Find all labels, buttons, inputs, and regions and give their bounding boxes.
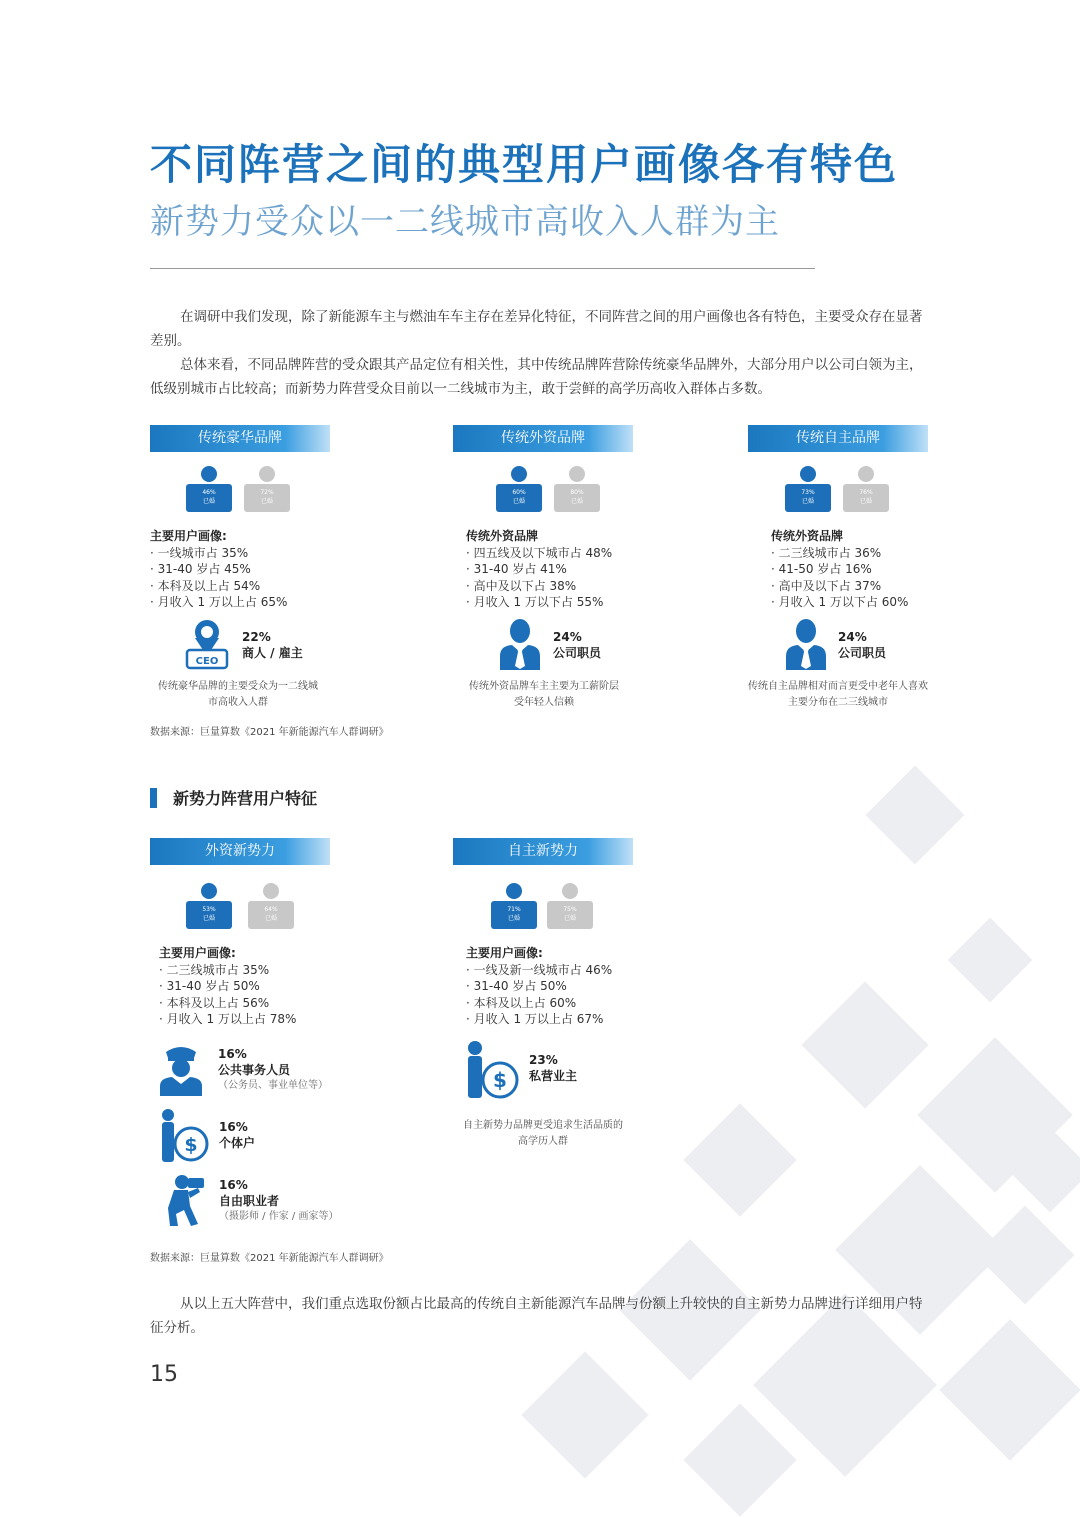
occupation-name: 公共事务人员 <box>218 1063 291 1077</box>
data-source: 数据来源：巨量算数《2021 年新能源汽车人群调研》 <box>150 1253 389 1264</box>
person-married-icon: 46% 已婚 <box>186 466 232 512</box>
page-number: 15 <box>150 1362 178 1387</box>
profile-title: 主要用户画像: <box>466 946 543 960</box>
profile-item: · 月收入 1 万以上占 67% <box>466 1012 604 1026</box>
tag-foreign-new-force: 外资新势力 <box>150 838 330 865</box>
profile-item: · 本科及以上占 60% <box>466 995 577 1010</box>
svg-text:$: $ <box>493 1068 507 1092</box>
page-subtitle: 新势力受众以一二线城市高收入人群为主 <box>150 202 780 242</box>
person-married-icon: 73% 已婚 <box>785 466 831 512</box>
person-comparison-icon: 72% 已婚 <box>244 466 290 512</box>
profile-item: · 二三线城市占 36% <box>771 545 882 560</box>
tag-domestic-new-force: 自主新势力 <box>453 838 633 865</box>
self-employed-icon <box>158 1108 210 1164</box>
marriage-figures <box>186 883 296 929</box>
profile-item: · 31-40 岁占 50% <box>159 979 260 993</box>
tag-traditional-domestic: 传统自主品牌 <box>748 425 928 452</box>
profile-item: · 月收入 1 万以上占 65% <box>150 595 288 609</box>
occupation-info <box>838 629 886 661</box>
profile-item: · 本科及以上占 56% <box>159 995 270 1010</box>
office-worker-icon <box>498 618 542 670</box>
occupation-name: 商人 / 雇主 <box>242 646 303 660</box>
profile-item: · 一线及新一线城市占 46% <box>466 962 613 977</box>
occupation-name: 公司职员 <box>553 646 602 660</box>
svg-text:CEO: CEO <box>195 656 219 667</box>
section-title: 新势力阵营用户特征 <box>173 789 318 808</box>
person-comparison-icon: 76% 已婚 <box>843 466 889 512</box>
marriage-figures <box>491 883 601 929</box>
profile-item: · 四五线及以下城市占 48% <box>466 545 613 560</box>
intro-paragraph-1: 在调研中我们发现，除了新能源车主与燃油车车主存在差异化特征，不同阵营之间的用户画像也各有特色，主要受众存在显著差别。 <box>150 309 923 349</box>
group-note: 传统豪华品牌的主要受众为一二线城 市高收入人群 <box>158 681 318 708</box>
occupation-info <box>219 1119 255 1151</box>
occupation-info <box>242 629 303 661</box>
occupation-name: 私营业主 <box>529 1069 578 1083</box>
person-married-icon: 60% 已婚 <box>496 466 542 512</box>
occupation-name: 自由职业者 <box>219 1194 280 1208</box>
group-note: 传统外资品牌车主主要为工薪阶层 受年轻人信赖 <box>469 681 619 708</box>
occupation-info <box>529 1052 577 1084</box>
svg-text:$: $ <box>184 1134 198 1156</box>
civil-servant-icon <box>158 1042 204 1096</box>
occupation-name: 公司职员 <box>838 646 887 660</box>
occupation-detail: （公务员、事业单位等） <box>218 1080 328 1091</box>
occupation-percent: 16% <box>218 1047 247 1061</box>
marriage-figures <box>785 466 895 512</box>
conclusion-text <box>150 1292 935 1340</box>
page-title: 不同阵营之间的典型用户画像各有特色 <box>150 140 899 189</box>
title-divider <box>150 268 815 269</box>
group-note: 自主新势力品牌更受追求生活品质的 高学历人群 <box>463 1120 623 1147</box>
profile-block <box>466 945 612 1028</box>
profile-item: · 二三线城市占 35% <box>159 962 270 977</box>
profile-item: · 月收入 1 万以下占 60% <box>771 595 909 609</box>
profile-item: · 一线城市占 35% <box>150 545 249 560</box>
person-married-icon: 71% 已婚 <box>491 883 537 929</box>
profile-item: · 高中及以下占 38% <box>466 578 577 593</box>
profile-block <box>466 528 612 611</box>
marriage-figures <box>186 466 296 512</box>
occupation-info <box>218 1046 328 1094</box>
occupation-percent: 23% <box>529 1053 558 1067</box>
section-heading <box>150 786 317 809</box>
profile-item: · 月收入 1 万以下占 55% <box>466 595 604 609</box>
intro-paragraph-2: 总体来看，不同品牌阵营的受众跟其产品定位有相关性，其中传统品牌阵营除传统豪华品牌外，大部分用户以公司白领为主，低级别城市占比较高；而新势力阵营受众目前以一二线城市为主，敢于尝鲜的高学历高收入群体占多数。 <box>150 357 923 397</box>
office-worker-icon <box>784 618 828 670</box>
profile-item: · 31-40 岁占 50% <box>466 979 567 993</box>
profile-title: 主要用户画像: <box>159 946 236 960</box>
marriage-figures <box>496 466 606 512</box>
tag-traditional-foreign: 传统外资品牌 <box>453 425 633 452</box>
profile-item: · 月收入 1 万以上占 78% <box>159 1012 297 1026</box>
occupation-percent: 16% <box>219 1120 248 1134</box>
conclusion-paragraph: 从以上五大阵营中，我们重点选取份额占比最高的传统自主新能源汽车品牌与份额上升较快的自主新势力品牌进行详细用户特征分析。 <box>150 1296 923 1336</box>
profile-item: · 高中及以下占 37% <box>771 578 882 593</box>
ceo-icon <box>184 618 230 670</box>
occupation-percent: 16% <box>219 1178 248 1192</box>
profile-block <box>150 528 287 611</box>
data-source: 数据来源：巨量算数《2021 年新能源汽车人群调研》 <box>150 727 389 738</box>
occupation-percent: 22% <box>242 630 271 644</box>
occupation-percent: 24% <box>553 630 582 644</box>
profile-item: · 31-40 岁占 45% <box>150 562 251 576</box>
profile-title: 传统外资品牌 <box>466 529 539 543</box>
profile-block <box>159 945 296 1028</box>
intro-text <box>150 305 935 401</box>
person-comparison-icon: 64% 已婚 <box>248 883 294 929</box>
person-comparison-icon: 80% 已婚 <box>554 466 600 512</box>
profile-item: · 31-40 岁占 41% <box>466 562 567 576</box>
person-comparison-icon: 75% 已婚 <box>547 883 593 929</box>
profile-block <box>771 528 908 611</box>
group-note: 传统自主品牌相对而言更受中老年人喜欢 主要分布在二三线城市 <box>748 681 928 708</box>
tag-traditional-luxury: 传统豪华品牌 <box>150 425 330 452</box>
profile-item: · 41-50 岁占 16% <box>771 562 872 576</box>
person-married-icon: 53% 已婚 <box>186 883 232 929</box>
business-owner-icon <box>464 1040 520 1100</box>
occupation-percent: 24% <box>838 630 867 644</box>
occupation-info <box>553 629 601 661</box>
photographer-icon <box>158 1174 210 1228</box>
section-marker <box>150 788 157 808</box>
occupation-name: 个体户 <box>219 1136 256 1150</box>
occupation-detail: （摄影师 / 作家 / 画家等） <box>219 1211 339 1222</box>
profile-title: 主要用户画像: <box>150 529 227 543</box>
profile-title: 传统外资品牌 <box>771 529 844 543</box>
occupation-info <box>219 1177 338 1225</box>
profile-item: · 本科及以上占 54% <box>150 578 261 593</box>
